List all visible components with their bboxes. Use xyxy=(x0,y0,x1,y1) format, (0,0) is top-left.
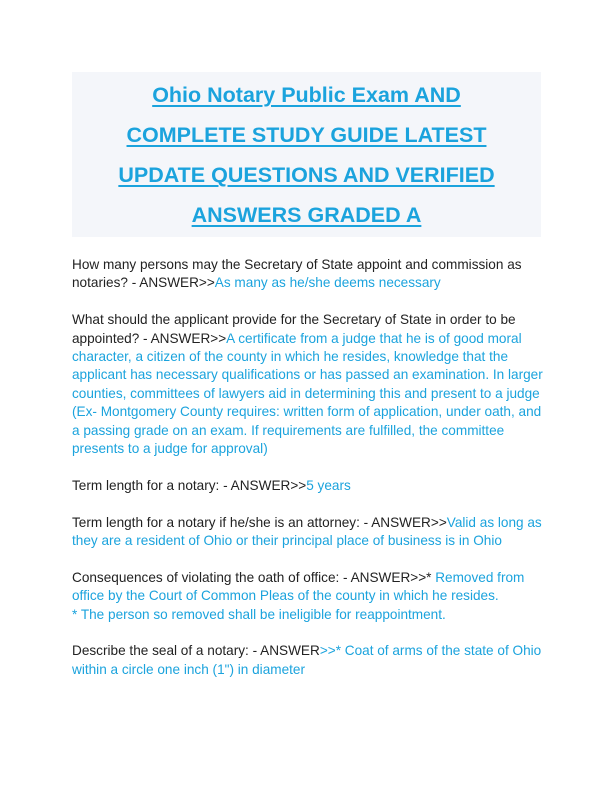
question-4: Term length for a notary if he/she is an attorney: - ANSWER>> xyxy=(72,514,447,530)
qa-content xyxy=(72,256,544,698)
answer-5: Removed from office by the Court of Common Pleas of the county in which he resides. xyxy=(72,569,525,604)
answer-6: >>* Coat of arms of the state of Ohio within a circle one inch (1") in diameter xyxy=(72,643,542,677)
qa-item-4 xyxy=(72,514,544,551)
question-6: Describe the seal of a notary: - ANSWER xyxy=(72,643,320,659)
question-1: How many persons may the Secretary of State appoint and commission as notaries? - ANSWER>> xyxy=(72,257,522,291)
title-line-4: ANSWERS GRADED A xyxy=(191,203,422,227)
document-title-box xyxy=(72,72,541,237)
qa-item-1 xyxy=(72,256,544,293)
question-2: What should the applicant provide for the Secretary of State in order to be appointed? - ANSWER>> xyxy=(72,312,516,346)
answer-4: Valid as long as they are a resident of Ohio or their principal place of business is in Ohio xyxy=(72,514,542,549)
title-line-3: UPDATE QUESTIONS AND VERIFIED xyxy=(118,163,495,187)
title-line-2: COMPLETE STUDY GUIDE LATEST xyxy=(126,123,487,147)
qa-item-3 xyxy=(72,477,544,495)
question-5: Consequences of violating the oath of office: - ANSWER>>* xyxy=(72,569,436,585)
answer-3: 5 years xyxy=(306,477,351,493)
title-line-1: Ohio Notary Public Exam AND xyxy=(152,83,461,107)
answer-1: As many as he/she deems necessary xyxy=(214,275,441,291)
qa-item-2 xyxy=(72,311,544,458)
answer-5-line-2: * The person so removed shall be ineligible for reappointment. xyxy=(72,606,446,622)
answer-2: A certificate from a judge that he is of good moral character, a citizen of the county in which he resides, knowledge that the applicant has necessary qualifications or has passed an examination. In larger counties, committees of lawyers aid in determining this and present to a judge (Ex- Montgomery County requires: written form of application, under oath, and a passing grade on an exam. If requirements are fulfilled, the committee presents to a judge for approval) xyxy=(72,330,543,457)
qa-item-6 xyxy=(72,642,544,679)
qa-item-5 xyxy=(72,569,544,624)
question-3: Term length for a notary: - ANSWER>> xyxy=(72,477,307,493)
